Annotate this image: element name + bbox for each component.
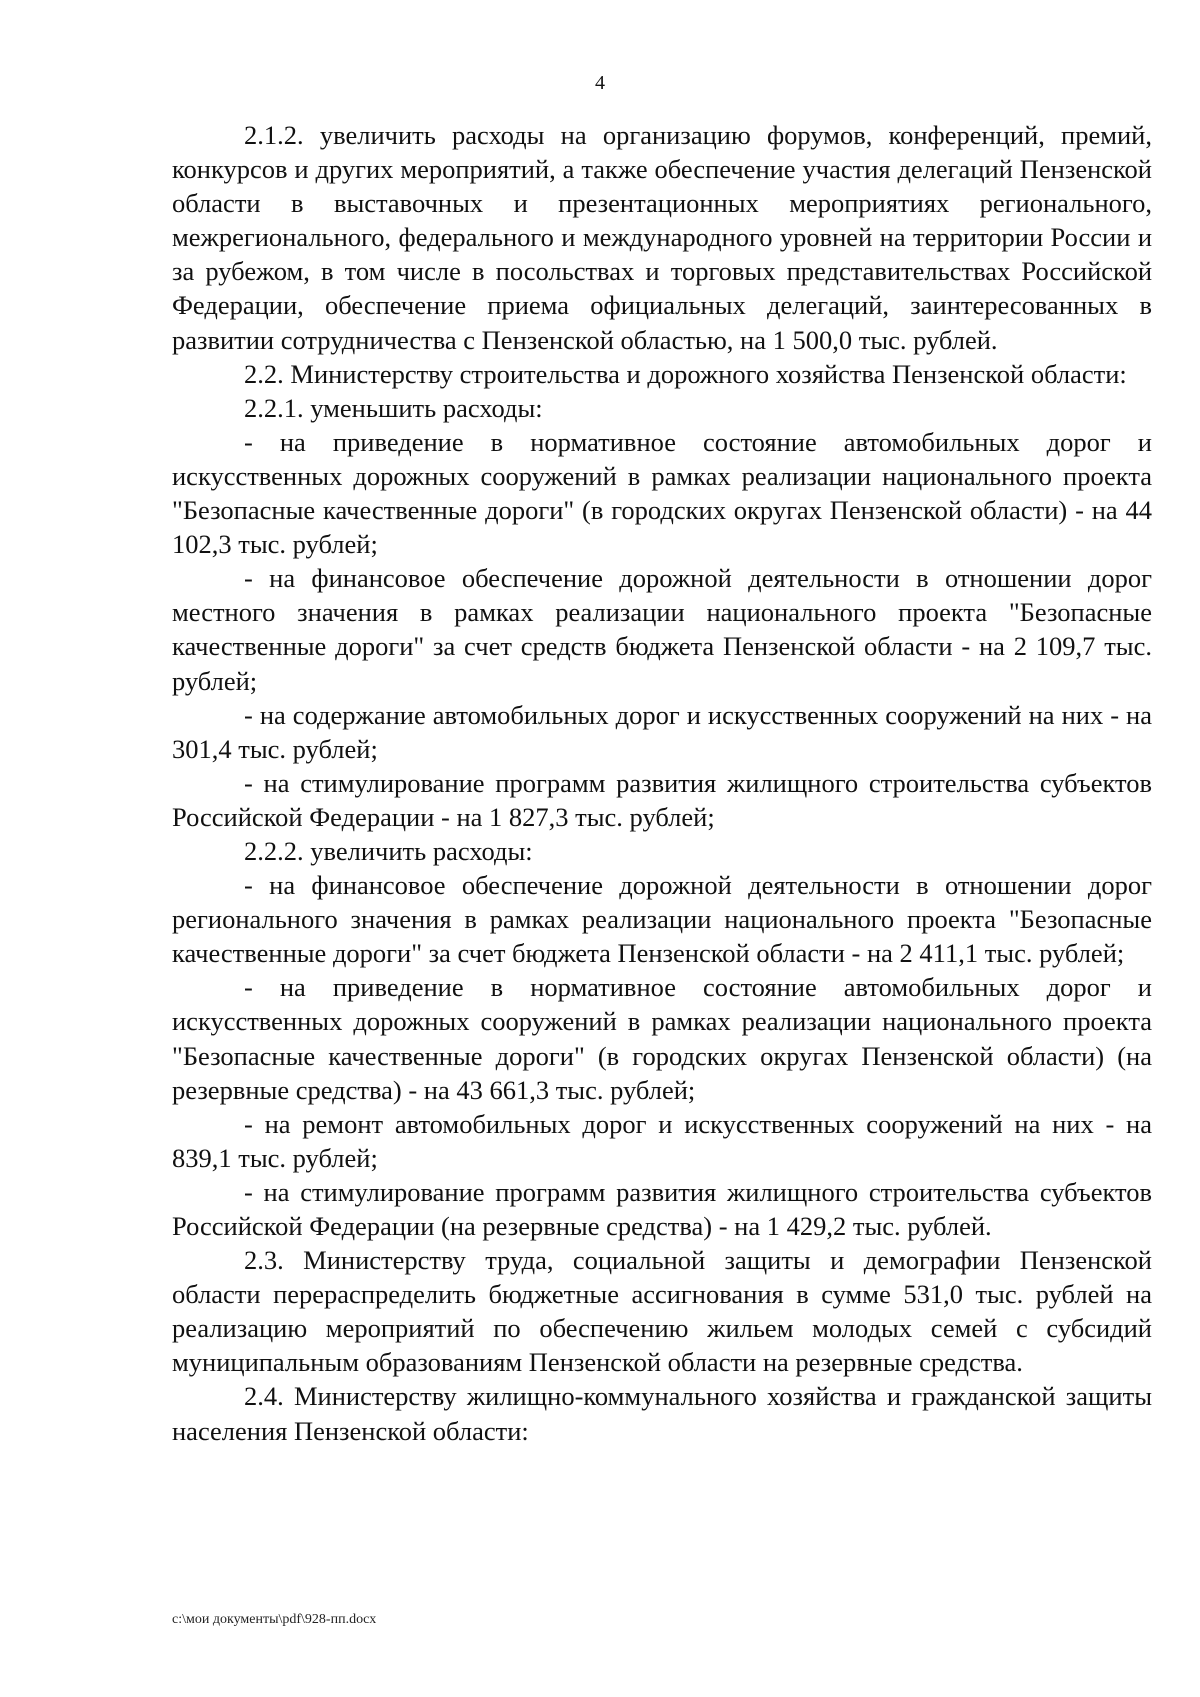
list-item: - на финансовое обеспечение дорожной деятельности в отношении дорог местного значения в рамках реализации национального проекта "Безопасные качественные дороги" за счет средств бюджета Пензенской области - на 2 109,7 тыс. рублей;: [172, 563, 1152, 696]
paragraph-2-4: 2.4. Министерству жилищно-коммунального хозяйства и гражданской защиты населения Пензенской области:: [172, 1381, 1152, 1446]
list-item: - на стимулирование программ развития жилищного строительства субъектов Российской Федерации (на резервные средства) - на 1 429,2 тыс. рублей.: [172, 1176, 1152, 1241]
paragraph-2-3: 2.3. Министерству труда, социальной защиты и демографии Пензенской области перераспределить бюджетные ассигнования в сумме 531,0 тыс. рублей на реализацию мероприятий по обеспечению жильем молодых семей с субсидий муниципальным образованиям Пензенской области на резервные средства.: [172, 1245, 1152, 1378]
paragraph-2-1-2: 2.1.2. увеличить расходы на организацию форумов, конференций, премий, конкурсов и других мероприятий, а также обеспечение участия делегаций Пензенской области в выставочных и презентационных мероприятиях регионального, межрегионального, федерального и международного уровней на территории России и за рубежом, в том числе в посольствах и торговых представительствах Российской Федерации, обеспечение приема официальных делегаций, заинтересованных в развитии сотрудничества с Пензенской областью, на 1 500,0 тыс. рублей.: [172, 120, 1152, 355]
list-item: - на содержание автомобильных дорог и искусственных сооружений на них - на 301,4 тыс. рублей;: [172, 699, 1152, 764]
page-number: 4: [595, 72, 605, 94]
paragraph-2-2-1: 2.2.1. уменьшить расходы:: [244, 392, 543, 423]
list-item: - на приведение в нормативное состояние автомобильных дорог и искусственных дорожных сооружений в рамках реализации национального проекта "Безопасные качественные дороги" (в городских округах Пензенской области) (на резервные средства) - на 43 661,3 тыс. рублей;: [172, 972, 1152, 1105]
list-item: - на финансовое обеспечение дорожной деятельности в отношении дорог регионального значения в рамках реализации национального проекта "Безопасные качественные дороги" за счет бюджета Пензенской области - на 2 411,1 тыс. рублей;: [172, 870, 1152, 969]
footer-file-path: c:\мои документы\pdf\928-пп.docx: [172, 1612, 377, 1627]
paragraph-2-2-2: 2.2.2. увеличить расходы:: [244, 835, 533, 866]
paragraph-2-2: 2.2. Министерству строительства и дорожного хозяйства Пензенской области:: [244, 358, 1127, 389]
list-item: - на стимулирование программ развития жилищного строительства субъектов Российской Федерации - на 1 827,3 тыс. рублей;: [172, 767, 1152, 832]
document-body: [172, 118, 1152, 1448]
list-item: - на ремонт автомобильных дорог и искусственных сооружений на них - на 839,1 тыс. рублей;: [172, 1108, 1152, 1173]
list-item: - на приведение в нормативное состояние автомобильных дорог и искусственных дорожных сооружений в рамках реализации национального проекта "Безопасные качественные дороги" (в городских округах Пензенской области) - на 44 102,3 тыс. рублей;: [172, 426, 1152, 560]
